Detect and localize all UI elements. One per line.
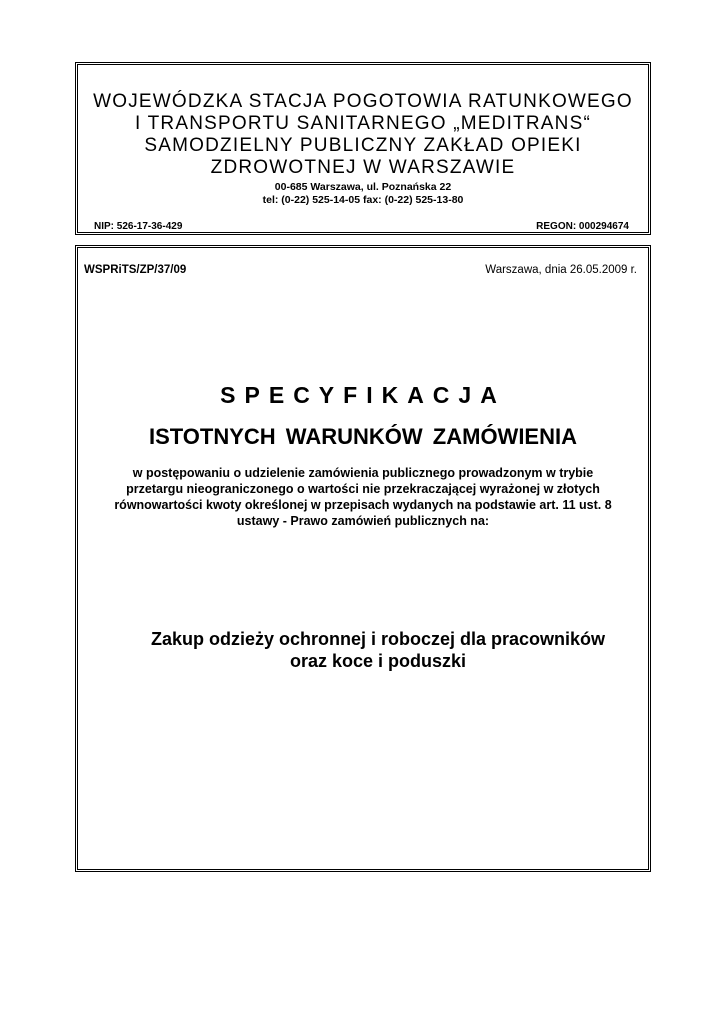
description-line-1: w postępowaniu o udzielenie zamówienia publicznego prowadzonym w trybie: [132, 466, 594, 480]
org-name-line-2: I TRANSPORTU SANITARNEGO „MEDITRANS“: [135, 113, 591, 134]
description-line-3: równowartości kwoty określonej w przepisach wydanych na podstawie art. 11 ust. 8: [114, 498, 612, 512]
document-subtitle: ISTOTNYCH WARUNKÓW ZAMÓWIENIA: [148, 424, 577, 449]
org-phone-fax: tel: (0-22) 525-14-05 fax: (0-22) 525-13-80: [262, 194, 464, 206]
document-title: SPECYFIKACJA: [220, 382, 506, 408]
nip-number: NIP: 526-17-36-429: [94, 221, 183, 232]
description-line-4: ustawy - Prawo zamówień publicznych na:: [236, 514, 490, 528]
subject-line-1: Zakup odzieży ochronnej i roboczej dla pracowników: [150, 629, 606, 649]
document-date: Warszawa, dnia 26.05.2009 r.: [485, 264, 637, 276]
org-name-line-4: ZDROWOTNEJ W WARSZAWIE: [210, 157, 516, 178]
org-name-line-3: SAMODZIELNY PUBLICZNY ZAKŁAD OPIEKI: [144, 135, 582, 156]
regon-number: REGON: 000294674: [536, 221, 629, 232]
document-body-frame: [75, 245, 651, 872]
org-name-line-1: WOJEWÓDZKA STACJA POGOTOWIA RATUNKOWEGO: [93, 91, 633, 112]
subject-line-2: oraz koce i poduszki: [289, 651, 467, 671]
org-address: 00-685 Warszawa, ul. Poznańska 22: [274, 181, 452, 193]
description-line-2: przetargu nieograniczonego o wartości nie przekraczającej wyrażonej w złotych: [126, 482, 600, 496]
header-frame: [75, 62, 651, 235]
document-reference: WSPRiTS/ZP/37/09: [84, 264, 187, 276]
